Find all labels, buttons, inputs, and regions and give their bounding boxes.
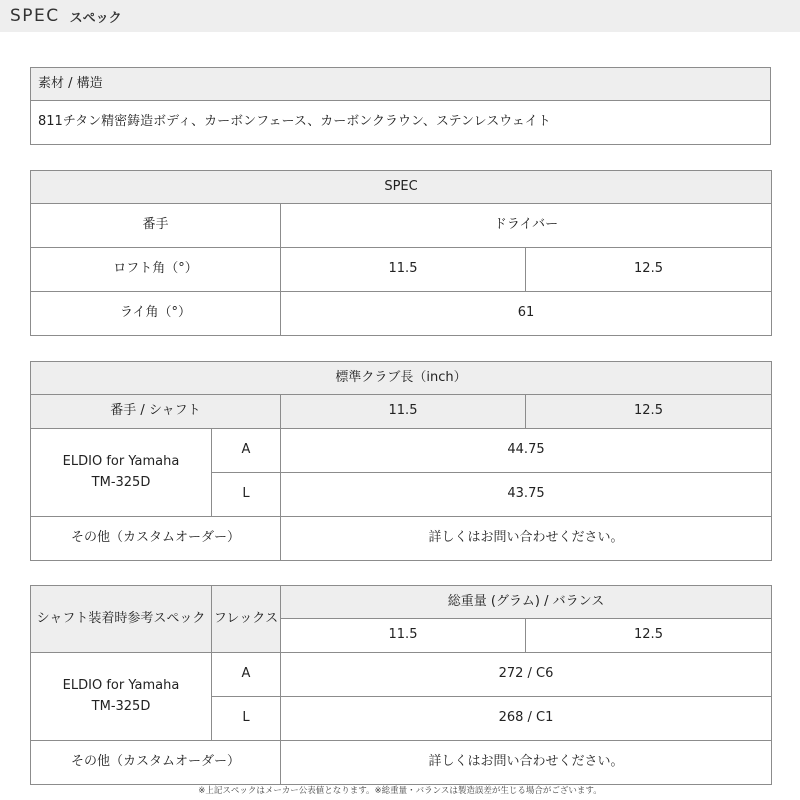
page-title-en: SPEC — [10, 6, 60, 26]
club-length-other-label: その他（カスタムオーダー） — [31, 517, 281, 561]
footnote: ※上記スペックはメーカー公表値となります。※総重量・バランスは製造誤差が生じる場合がございます。 — [198, 786, 602, 796]
weight-col-shaft: シャフト装着時参考スペック — [31, 586, 212, 653]
spec-value-number: ドライバー — [281, 204, 772, 248]
club-length-heading: 標準クラブ長（inch） — [31, 362, 772, 395]
spec-value-loft-2: 12.5 — [526, 248, 772, 292]
spec-table — [30, 170, 772, 336]
club-length-loft-1: 11.5 — [281, 395, 526, 429]
material-table — [30, 67, 771, 145]
weight-value-l: 268 / C1 — [281, 697, 772, 741]
weight-col-flex: フレックス — [212, 586, 281, 653]
weight-loft-1: 11.5 — [281, 619, 526, 653]
spec-label-loft: ロフト角（°） — [31, 248, 281, 292]
table-row — [31, 741, 772, 785]
material-value: 811チタン精密鋳造ボディ、カーボンフェース、カーボンクラウン、ステンレスウェイト — [31, 101, 771, 145]
weight-value-a: 272 / C6 — [281, 653, 772, 697]
club-length-table — [30, 361, 772, 561]
club-length-shaft-name — [31, 429, 212, 517]
weight-shaft-name — [31, 653, 212, 741]
table-row — [31, 292, 772, 336]
weight-other-label: その他（カスタムオーダー） — [31, 741, 281, 785]
spec-value-loft-1: 11.5 — [281, 248, 526, 292]
table-row — [31, 204, 772, 248]
shaft-name-line-1: ELDIO for Yamaha — [62, 454, 180, 470]
table-row — [31, 248, 772, 292]
table-row — [31, 653, 772, 697]
table-row — [31, 517, 772, 561]
spec-label-number: 番手 — [31, 204, 281, 248]
club-length-flex-l: L — [212, 473, 281, 517]
club-length-loft-2: 12.5 — [526, 395, 772, 429]
shaft-name-line-1: ELDIO for Yamaha — [62, 678, 180, 694]
table-row — [31, 429, 772, 473]
club-length-value-l: 43.75 — [281, 473, 772, 517]
club-length-other-value: 詳しくはお問い合わせください。 — [281, 517, 772, 561]
shaft-name-line-2: TM-325D — [91, 698, 151, 714]
page-header — [0, 0, 800, 32]
spec-value-lie: 61 — [281, 292, 772, 336]
weight-heading: 総重量 (グラム) / バランス — [281, 586, 772, 619]
spec-label-lie: ライ角（°） — [31, 292, 281, 336]
weight-table — [30, 585, 772, 785]
weight-flex-l: L — [212, 697, 281, 741]
club-length-value-a: 44.75 — [281, 429, 772, 473]
weight-other-value: 詳しくはお問い合わせください。 — [281, 741, 772, 785]
club-length-flex-a: A — [212, 429, 281, 473]
weight-loft-2: 12.5 — [526, 619, 772, 653]
spec-heading: SPEC — [31, 171, 772, 204]
weight-flex-a: A — [212, 653, 281, 697]
club-length-col-label: 番手 / シャフト — [31, 395, 281, 429]
page-title-ja: スペック — [69, 10, 122, 26]
material-heading: 素材 / 構造 — [31, 68, 771, 101]
shaft-name-line-2: TM-325D — [91, 474, 151, 490]
